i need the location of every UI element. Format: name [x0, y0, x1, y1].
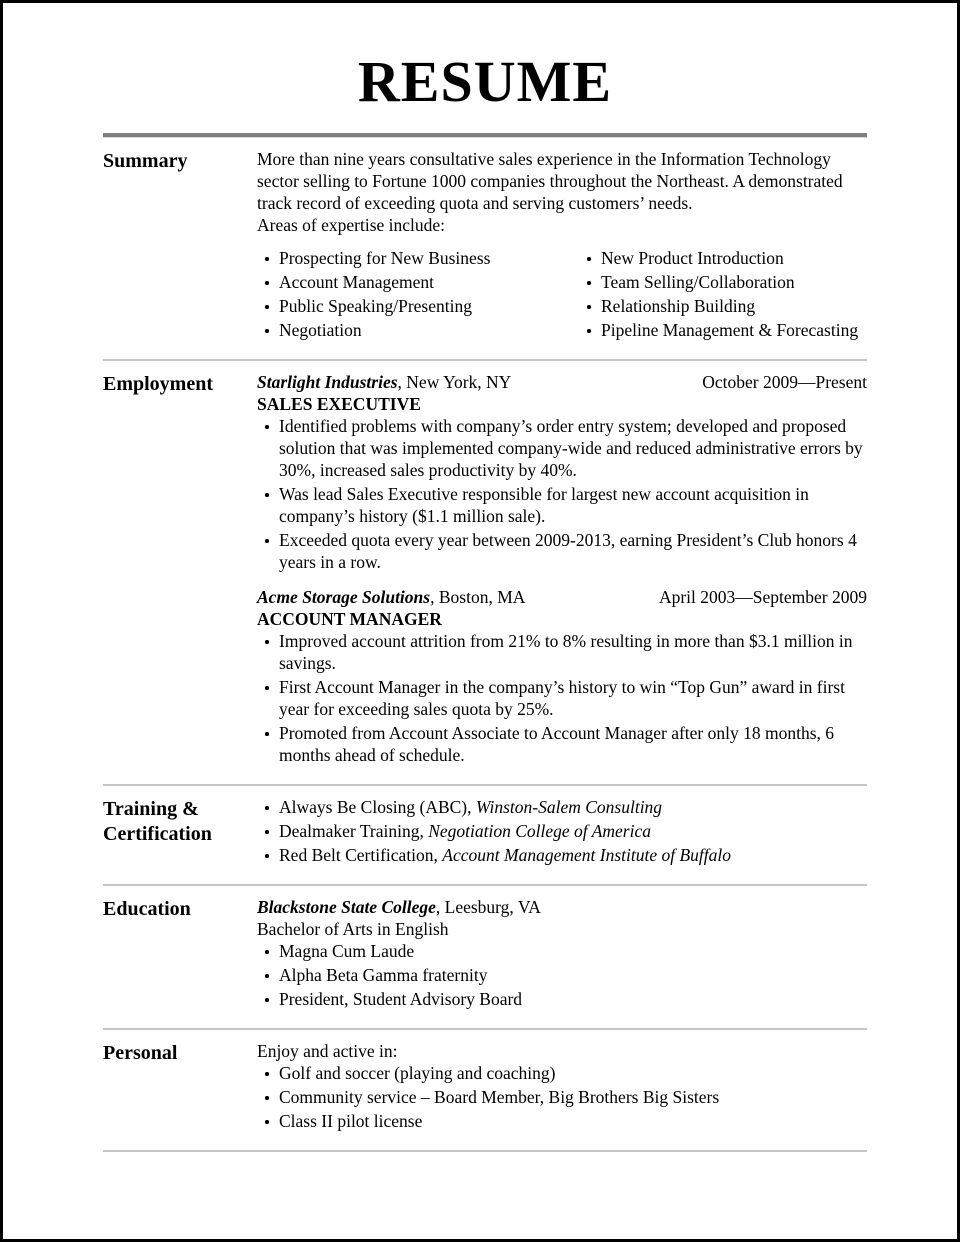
list-item	[257, 1062, 867, 1084]
list-item-text: Was lead Sales Executive responsible for largest new account acquisition in company’s history ($1.1 million sale).	[279, 484, 809, 526]
list-item-text: New Product Introduction	[601, 248, 784, 268]
list-item	[257, 247, 579, 269]
personal-list	[257, 1062, 867, 1132]
expertise-intro: Areas of expertise include:	[257, 215, 446, 235]
list-item	[257, 796, 867, 818]
list-item	[579, 247, 867, 269]
list-item-text: Magna Cum Laude	[279, 941, 415, 961]
section-label-summary: Summary	[103, 150, 188, 172]
list-item	[257, 940, 867, 962]
list-item-text: Negotiation	[279, 320, 362, 340]
summary-paragraph: More than nine years consultative sales experience in the Information Technology sector selling to Fortune 1000 companies throughout the Northeast. A demonstrated track record of exceeding quota and serving customers’ needs.	[257, 149, 843, 213]
company-name: Starlight Industries	[257, 372, 398, 392]
school-location: , Leesburg, VA	[435, 897, 541, 917]
list-item	[579, 295, 867, 317]
list-item	[257, 271, 579, 293]
list-item	[257, 295, 579, 317]
list-item	[257, 319, 579, 341]
list-item	[257, 964, 867, 986]
training-org: Negotiation College of America	[428, 821, 651, 841]
list-item-text: Alpha Beta Gamma fraternity	[279, 965, 488, 985]
list-item-text: Improved account attrition from 21% to 8% resulting in more than $3.1 million in savings.	[279, 631, 853, 673]
training-org: Winston-Salem Consulting	[475, 797, 663, 817]
list-item-text: Class II pilot license	[279, 1111, 423, 1131]
company-location: , New York, NY	[397, 372, 512, 392]
list-item-text: Community service – Board Member, Big Brothers Big Sisters	[279, 1087, 720, 1107]
company-line	[257, 586, 525, 608]
personal-intro: Enjoy and active in:	[257, 1041, 398, 1061]
training-list	[257, 796, 867, 866]
list-item-text: Account Management	[279, 272, 435, 292]
list-item-text: Golf and soccer (playing and coaching)	[279, 1063, 556, 1083]
training-org: Account Management Institute of Buffalo	[442, 845, 731, 865]
school-line	[257, 896, 867, 918]
company-location: , Boston, MA	[430, 587, 526, 607]
list-item-text: Exceeded quota every year between 2009-2013, earning President’s Club honors 4 years in a row.	[279, 530, 857, 572]
job-entry	[257, 371, 867, 573]
company-name: Acme Storage Solutions	[257, 587, 431, 607]
expertise-columns	[257, 247, 867, 343]
personal-content	[257, 1040, 867, 1134]
section-personal	[103, 1030, 867, 1150]
list-item-text: Identified problems with company’s order entry system; developed and proposed solution that was implemented company-wide and reduced administrative errors by 30%, increased sales productivity by 40%.	[279, 416, 863, 480]
list-item	[257, 1086, 867, 1108]
education-content	[257, 896, 867, 1012]
list-item-text: Pipeline Management & Forecasting	[601, 320, 859, 340]
section-label-employment: Employment	[103, 373, 213, 395]
list-item	[257, 722, 867, 766]
list-item-text: Team Selling/Collaboration	[601, 272, 795, 292]
page-title: RESUME	[357, 49, 613, 114]
list-item-text: Relationship Building	[601, 296, 756, 316]
list-item-text: Prospecting for New Business	[279, 248, 491, 268]
education-list	[257, 940, 867, 1010]
job-bullet-list	[257, 415, 867, 573]
list-item-text: First Account Manager in the company’s history to win “Top Gun” award in first year for exceeding sales quota by 25%.	[279, 677, 845, 719]
job-header	[257, 371, 867, 393]
training-content	[257, 796, 867, 868]
job-bullet-list	[257, 630, 867, 766]
job-dates: April 2003—September 2009	[658, 587, 867, 607]
bottom-divider	[103, 1150, 867, 1152]
document-body	[3, 49, 957, 1152]
list-item	[579, 319, 867, 341]
list-item	[579, 271, 867, 293]
training-course: Dealmaker Training,	[279, 821, 429, 841]
list-item-text: Public Speaking/Presenting	[279, 296, 472, 316]
employment-content	[257, 371, 867, 768]
section-education	[103, 886, 867, 1028]
job-dates: October 2009—Present	[702, 372, 867, 392]
section-employment	[103, 361, 867, 784]
expertise-list-left	[257, 247, 579, 343]
job-title: ACCOUNT MANAGER	[257, 609, 442, 629]
list-item	[257, 630, 867, 674]
training-course: Always Be Closing (ABC),	[279, 797, 476, 817]
degree-line: Bachelor of Arts in English	[257, 919, 449, 939]
list-item	[257, 820, 867, 842]
list-item-text: Promoted from Account Associate to Account Manager after only 18 months, 6 months ahead of schedule.	[279, 723, 835, 765]
list-item	[257, 676, 867, 720]
section-training	[103, 786, 867, 884]
section-label-personal: Personal	[103, 1042, 178, 1064]
section-label-education: Education	[103, 898, 191, 920]
list-item-text: President, Student Advisory Board	[279, 989, 523, 1009]
school-name: Blackstone State College	[257, 897, 436, 917]
section-summary	[103, 138, 867, 359]
job-entry	[257, 586, 867, 766]
list-item	[257, 1110, 867, 1132]
list-item	[257, 529, 867, 573]
list-item	[257, 844, 867, 866]
list-item	[257, 415, 867, 481]
summary-content	[257, 148, 867, 343]
job-title: SALES EXECUTIVE	[257, 394, 421, 414]
list-item	[257, 988, 867, 1010]
training-course: Red Belt Certification,	[279, 845, 443, 865]
section-label-training: Training & Certification	[103, 798, 212, 845]
company-line	[257, 371, 511, 393]
expertise-list-right	[579, 247, 867, 343]
list-item	[257, 483, 867, 527]
job-header	[257, 586, 867, 608]
